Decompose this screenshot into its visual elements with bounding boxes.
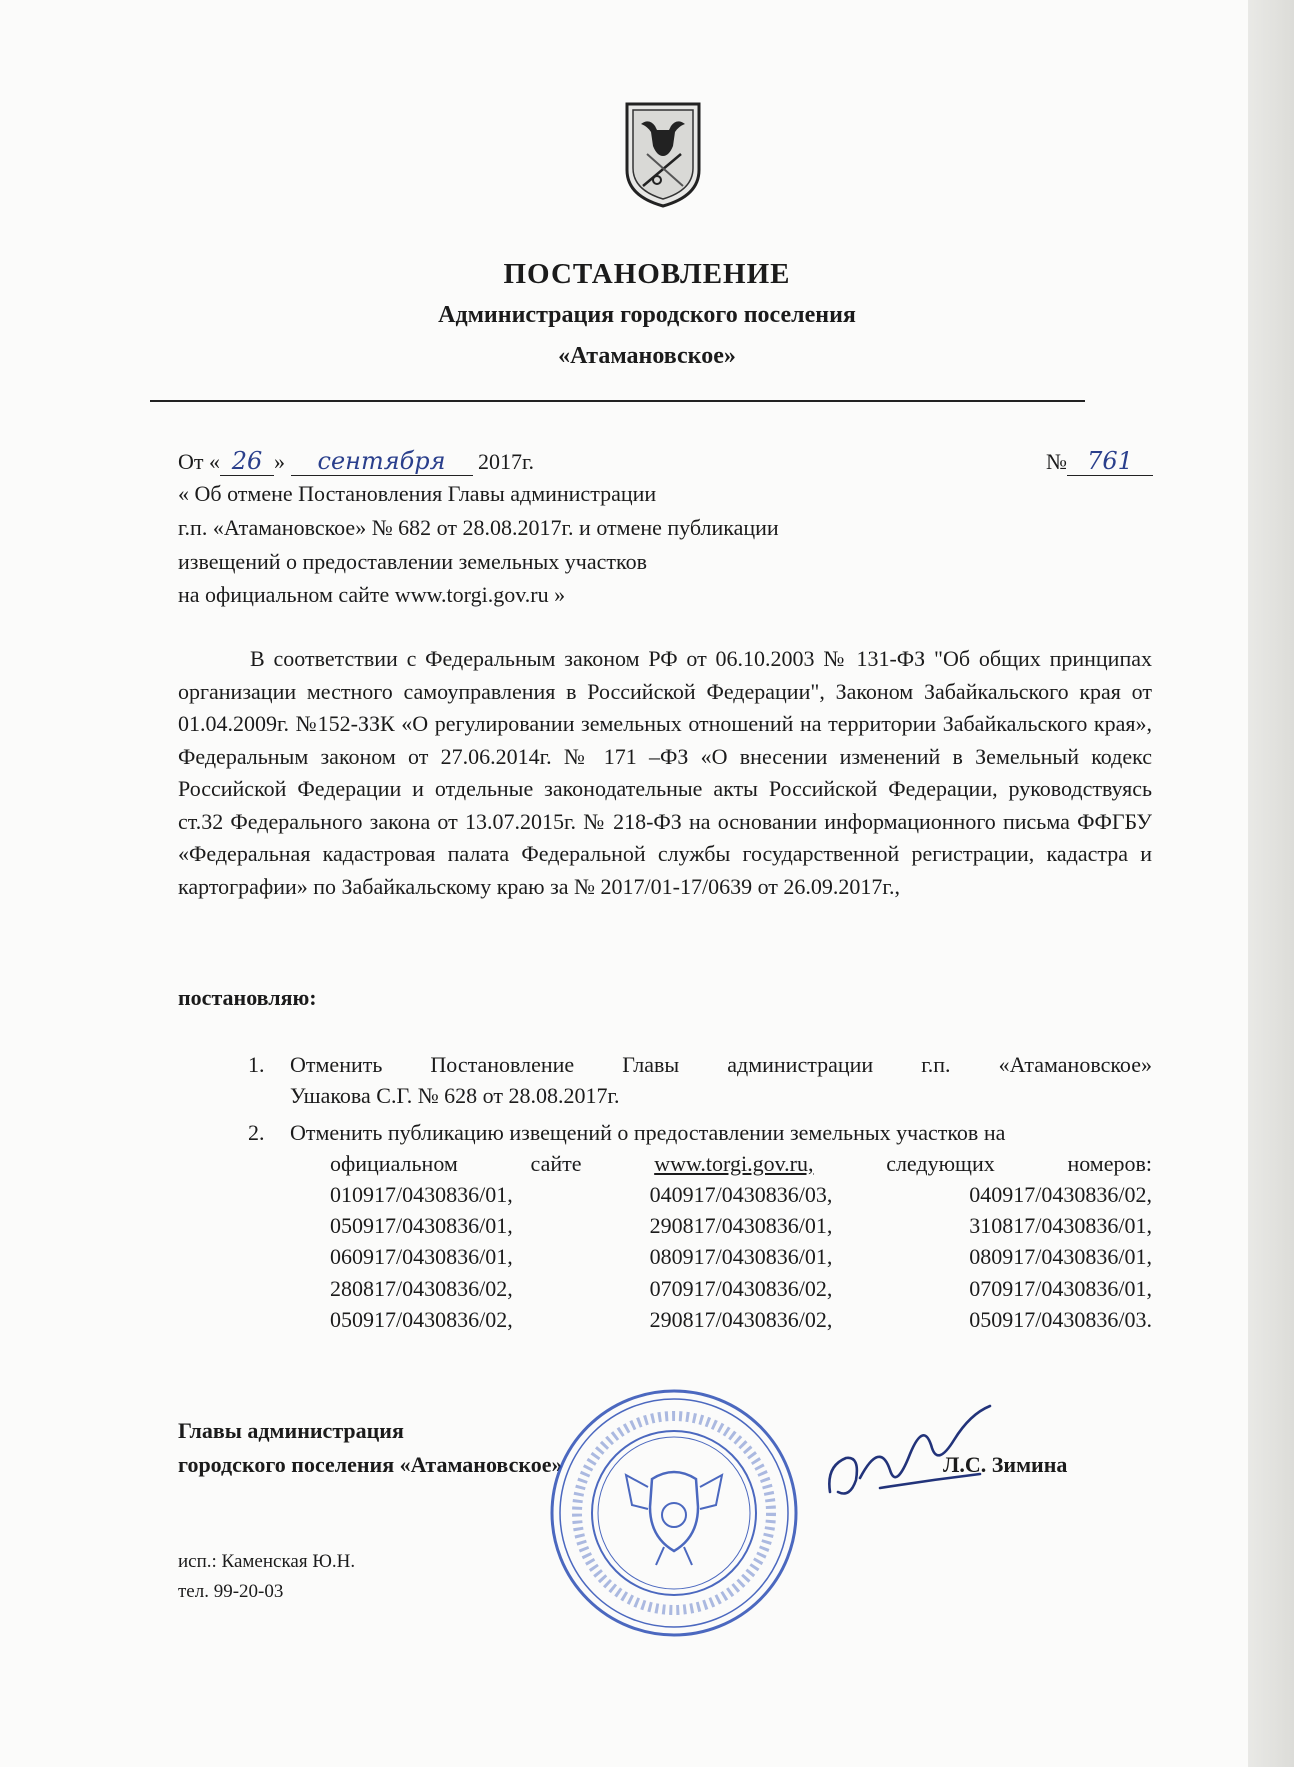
number-line [1046,447,1153,476]
signer-name: Л.С. Зимина [943,1452,1068,1477]
list-item: 1. Отменить Постановление Главы администрации г.п. «Атамановское» Ушакова С.Г. № 628 от 28.08.2017г. [248,1052,1152,1108]
subject-line-3: извещений о предоставлении земельных участков [178,549,647,574]
handwritten-signature-icon [820,1400,1000,1510]
subject-line-4: на официальном сайте www.torgi.gov.ru » [178,582,566,607]
subject-line-1: « Об отмене Постановления Главы администрации [178,481,657,506]
number-label: № [1046,449,1067,474]
date-day: 26 [220,447,274,476]
official-stamp-icon [548,1387,800,1639]
table-row: 280817/0430836/02, 070917/0430836/02, 070917/0430836/01, [330,1275,1153,1301]
date-line: От « 26 » сентября 2017г. [178,447,535,475]
header-divider [150,400,1085,402]
notice-codes-table [330,1179,1152,1335]
table-row: 060917/0430836/01, 080917/0430836/01, 080917/0430836/01, [330,1244,1153,1270]
table-row: 050917/0430836/01, 290817/0430836/01, 310817/0430836/01, [330,1213,1153,1239]
date-month: сентября [291,447,473,476]
resolve-word: постановляю: [178,985,317,1010]
signer-position-line2: городского поселения «Атамановское» [178,1452,563,1477]
document-title: ПОСТАНОВЛЕНИЕ [503,258,791,290]
table-row: 010917/0430836/01, 040917/0430836/03, 040917/0430836/02, [330,1182,1153,1207]
torgi-link[interactable]: www.torgi.gov.ru, [654,1151,814,1176]
body-paragraph: В соответствии с Федеральным законом РФ от 06.10.2003 № 131-ФЗ "Об общих принципах организации местного самоуправления в Российской Федерации", Законом Забайкальского края от 01.04.2009г. №152-ЗЗК «О регулировании земельных отношений на территории Забайкальского края», Федеральным законом от 27.06.2014г. № 171 –ФЗ «О внесении изменений в Земельный кодекс Российской Федерации и отдельные законодательные акты Российской Федерации, руководствуясь ст.32 Федерального закона от 13.07.2015г. № 218-ФЗ на основании информационного письма ФФГБУ «Федеральная кадастровая палата Федеральной службы государственной регистрации, кадастра и картографии» по Забайкальскому краю за № 2017/01-17/0639 от 26.09.2017г., [178,646,1152,899]
org-name-line1: Администрация городского поселения [438,302,856,328]
list-item: 2. Отменить публикацию извещений о предоставлении земельных участков на официальном сайте www.torgi.gov.ru, следующих номеров: [290,1117,1152,1179]
signer-position-line1: Главы администрация [178,1418,404,1443]
document-number: 761 [1067,447,1153,476]
org-name-line2: «Атамановское» [558,343,736,369]
date-year: 2017г. [478,449,535,474]
table-row: 050917/0430836/02, 290817/0430836/02, 050917/0430836/03. [330,1306,1153,1332]
coat-of-arms-icon [623,100,703,208]
subject-line-2: г.п. «Атамановское» № 682 от 28.08.2017г. и отмене публикации [178,515,779,540]
executor-phone: тел. 99-20-03 [178,1581,284,1602]
executor-name: исп.: Каменская Ю.Н. [178,1551,356,1572]
